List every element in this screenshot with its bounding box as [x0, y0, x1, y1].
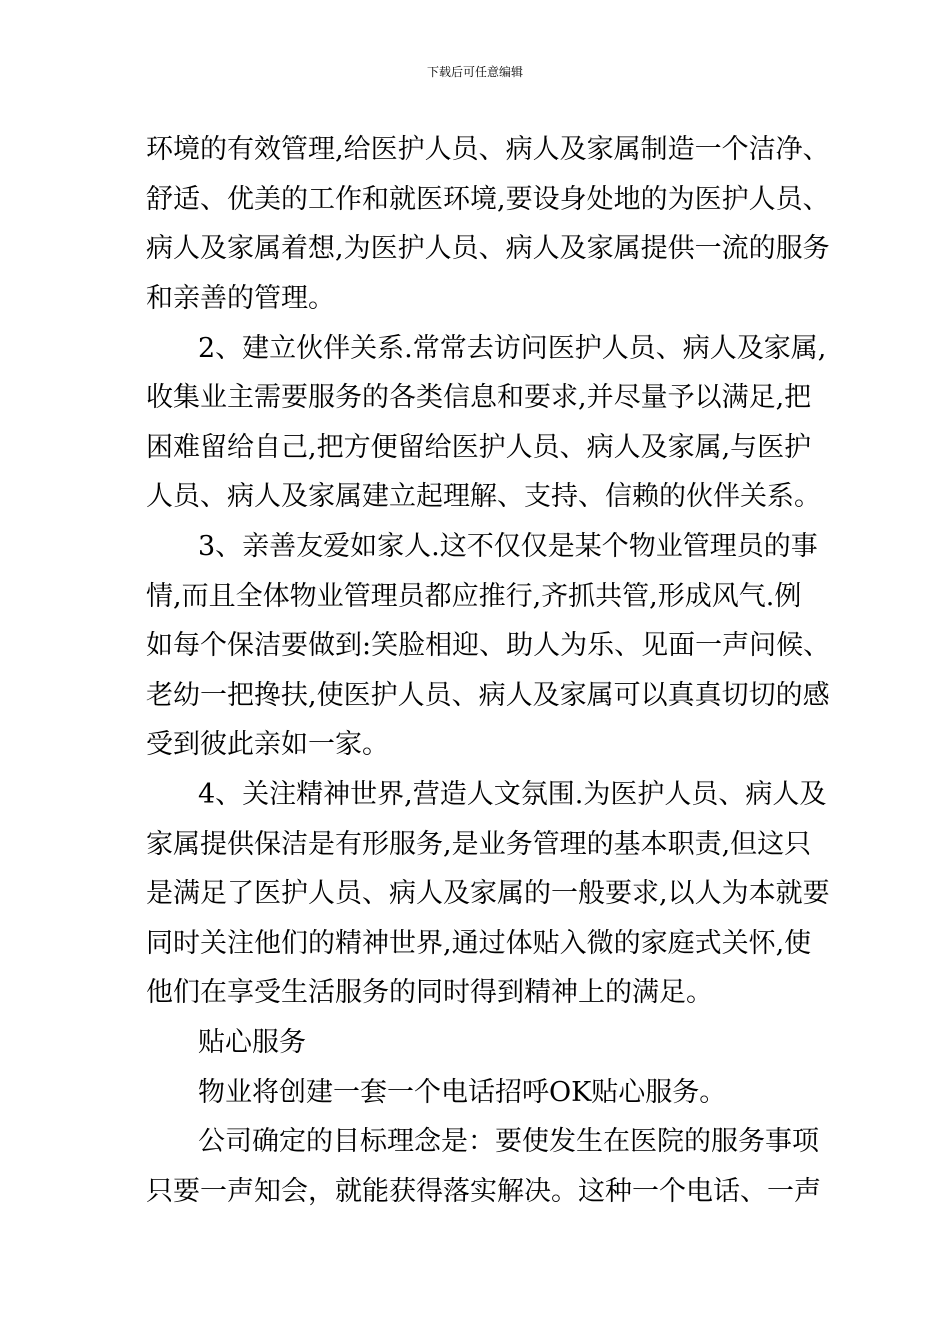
text-line: 人员、病人及家属建立起理解、支持、信赖的伙伴关系。: [146, 481, 821, 512]
text-line: 2、建立伙伴关系.常常去访问医护人员、病人及家属,: [198, 333, 827, 364]
text-line: 舒适、优美的工作和就医环境,要设身处地的为医护人员、: [146, 184, 830, 215]
text-line: 受到彼此亲如一家。: [146, 729, 389, 760]
text-line: 物业将创建一套一个电话招呼OK贴心服务。: [198, 1077, 727, 1108]
text-line: 4、关注精神世界,营造人文氛围.为医护人员、病人及: [198, 779, 827, 810]
text-line: 收集业主需要服务的各类信息和要求,并尽量予以满足,把: [146, 382, 812, 413]
text-line: 是满足了医护人员、病人及家属的一般要求,以人为本就要: [146, 878, 830, 909]
section-heading: 贴心服务: [198, 1027, 306, 1058]
text-line: 困难留给自己,把方便留给医护人员、病人及家属,与医护: [146, 432, 812, 463]
text-line: 公司确定的目标理念是：要使发生在医院的服务事项: [198, 1126, 819, 1157]
text-line: 情,而且全体物业管理员都应推行,齐抓共管,形成风气.例: [146, 581, 802, 612]
text-line: 3、亲善友爱如家人.这不仅仅是某个物业管理员的事: [198, 531, 818, 562]
text-line: 老幼一把搀扶,使医护人员、病人及家属可以真真切切的感: [146, 680, 830, 711]
text-line: 家属提供保洁是有形服务,是业务管理的基本职责,但这只: [146, 829, 812, 860]
text-line: 环境的有效管理,给医护人员、病人及家属制造一个洁净、: [146, 134, 830, 165]
text-line: 如每个保洁要做到:笑脸相迎、助人为乐、见面一声问候、: [146, 630, 831, 661]
text-line: 病人及家属着想,为医护人员、病人及家属提供一流的服务: [146, 233, 830, 264]
text-line: 他们在享受生活服务的同时得到精神上的满足。: [146, 977, 713, 1008]
text-line: 只要一声知会，就能获得落实解决。这种一个电话、一声: [146, 1176, 821, 1207]
text-line: 和亲善的管理。: [146, 283, 335, 314]
page-header: 下载后可任意编辑: [426, 65, 523, 79]
text-line: 同时关注他们的精神世界,通过体贴入微的家庭式关怀,使: [146, 928, 812, 959]
